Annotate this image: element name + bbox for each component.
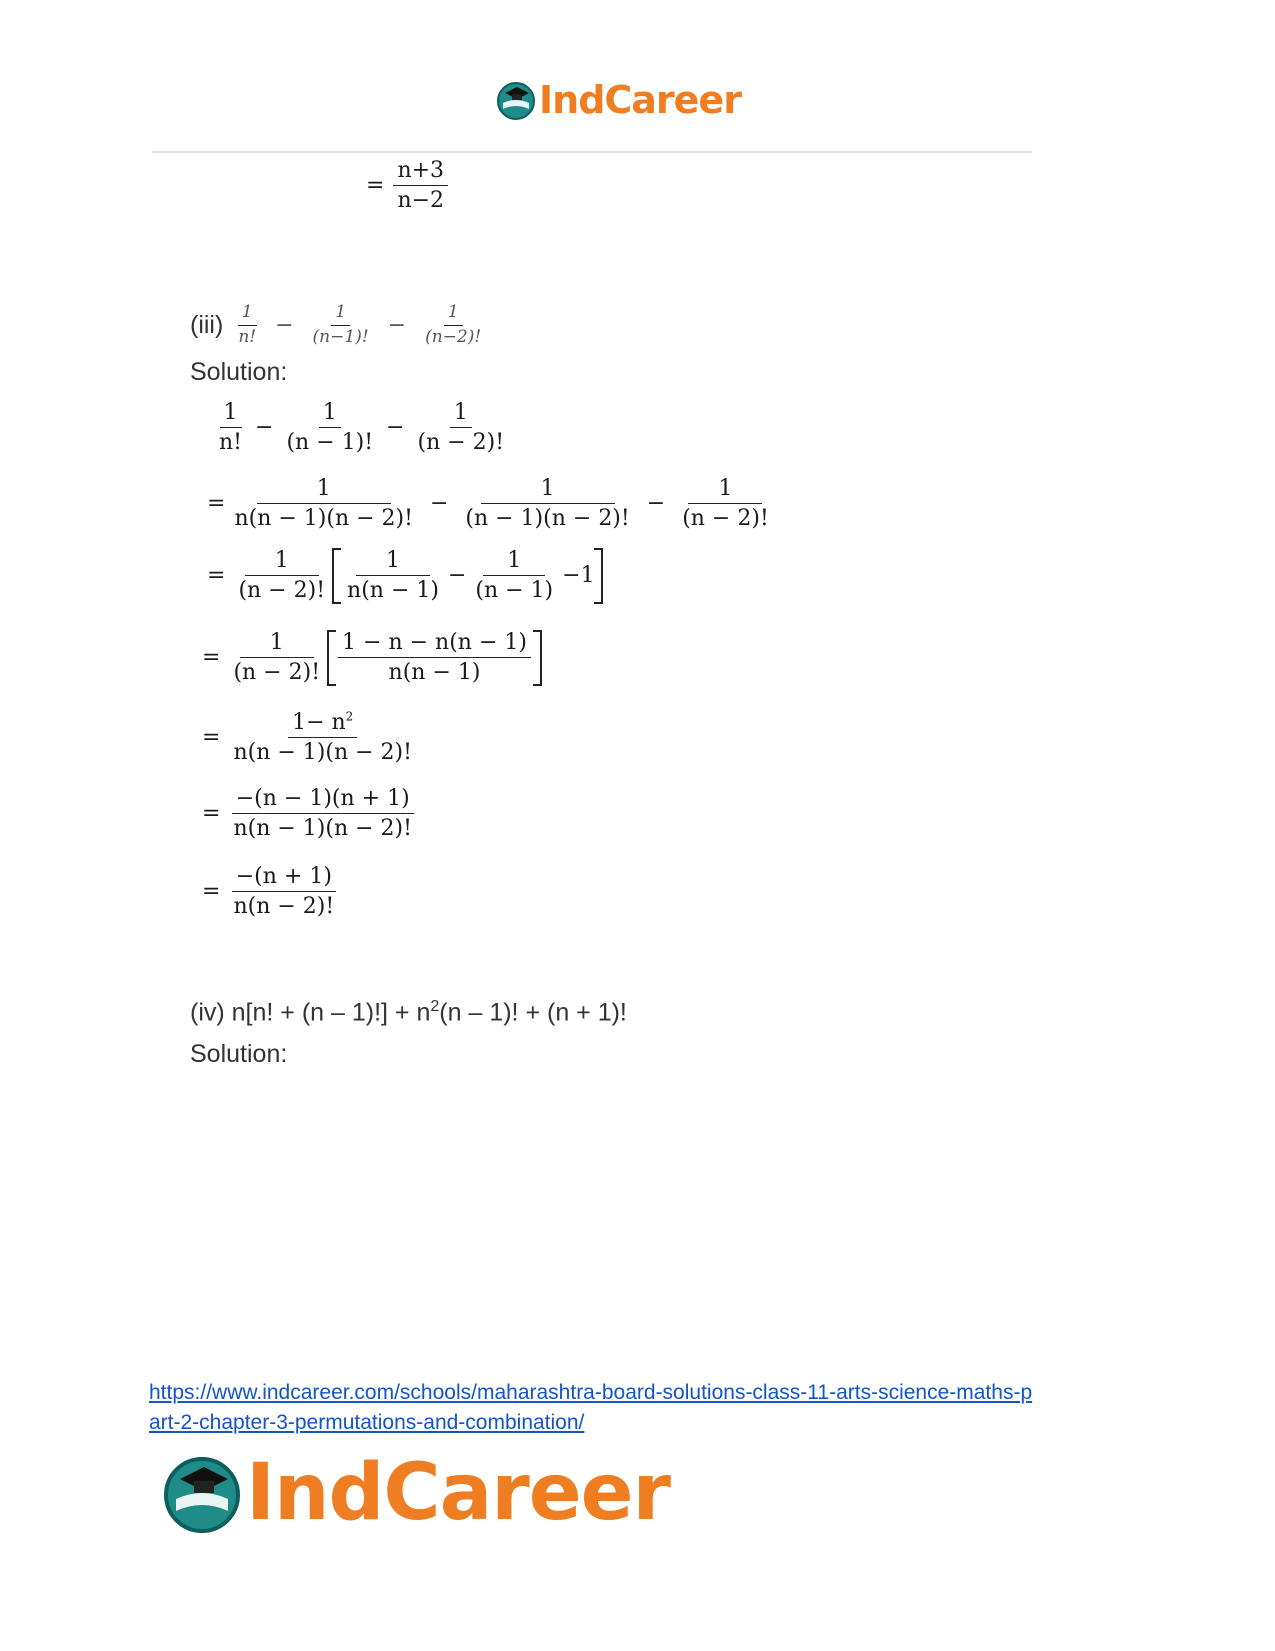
question-iii-label: (iii) (190, 310, 224, 339)
globe-graduation-icon (495, 79, 537, 121)
result-denominator: n−2 (397, 188, 445, 214)
header-logo-text: IndCareer (539, 78, 741, 122)
question-iii: (iii) $\frac{1}{n!}$ − $\frac{1}{(n-1)!}$ − $\frac{1}{(n-2)!}$ (190, 302, 482, 347)
previous-result: = $\frac{n+3}{n-2}$ (360, 158, 451, 214)
solution-label-iv: Solution: (190, 1040, 288, 1068)
source-link-line-1[interactable]: https://www.indcareer.com/schools/maharashtra-board-solutions-class-11-arts-science-maths-p (149, 1381, 1033, 1404)
step-7: = $\frac{-(n + 1)}{n(n - 2)!}$ (202, 864, 335, 920)
step-2: = $\frac{1}{n(n - 1)(n - 2)!}$ − $\frac{1}{(n - 1)(n - 2)!}$ − $\frac{1}{(n - 2)!}$ (207, 476, 769, 532)
solution-label-iii: Solution: (190, 358, 288, 386)
step-5: = $\frac{1- n^2}{n(n - 1)(n - 2)!}$ (202, 709, 412, 766)
question-iv: (iv) n[n! + $(n - 1)!] + n^2(n - 1)$! + (n + 1)! (190, 998, 627, 1027)
header-logo (495, 78, 741, 122)
bracket-group-2: $\frac{1 - n - n(n - 1)}{n(n - 1)}$ (327, 630, 542, 686)
header-divider (152, 151, 1032, 153)
step-6: = $\frac{-(n - 1)(n + 1)}{n(n - 1)(n - 2)!}$ (202, 786, 412, 842)
globe-graduation-icon (160, 1451, 244, 1535)
source-link[interactable] (149, 1378, 1149, 1438)
step-4: = $\frac{1}{(n - 2)!}$ $\frac{1 - n - n(n - 1)}{n(n - 1)}$ (200, 630, 542, 686)
step-3: = $\frac{1}{(n - 2)!}$ $\frac{1}{n(n - 1)}$ − $\frac{1}{(n - 1)}$ −1 (205, 548, 603, 604)
footer-logo (160, 1448, 670, 1538)
step-1: $\frac{1}{n!}$ − $\frac{1}{(n - 1)!}$ − $\frac{1}{(n - 2)!}$ (219, 400, 505, 456)
source-link-line-2[interactable]: art-2-chapter-3-permutations-and-combination/ (149, 1411, 585, 1434)
result-numerator: n+3 (393, 158, 448, 186)
bracket-group: $\frac{1}{n(n - 1)}$ − $\frac{1}{(n - 1)}$ −1 (332, 548, 603, 604)
footer-logo-text: IndCareer (246, 1448, 670, 1538)
